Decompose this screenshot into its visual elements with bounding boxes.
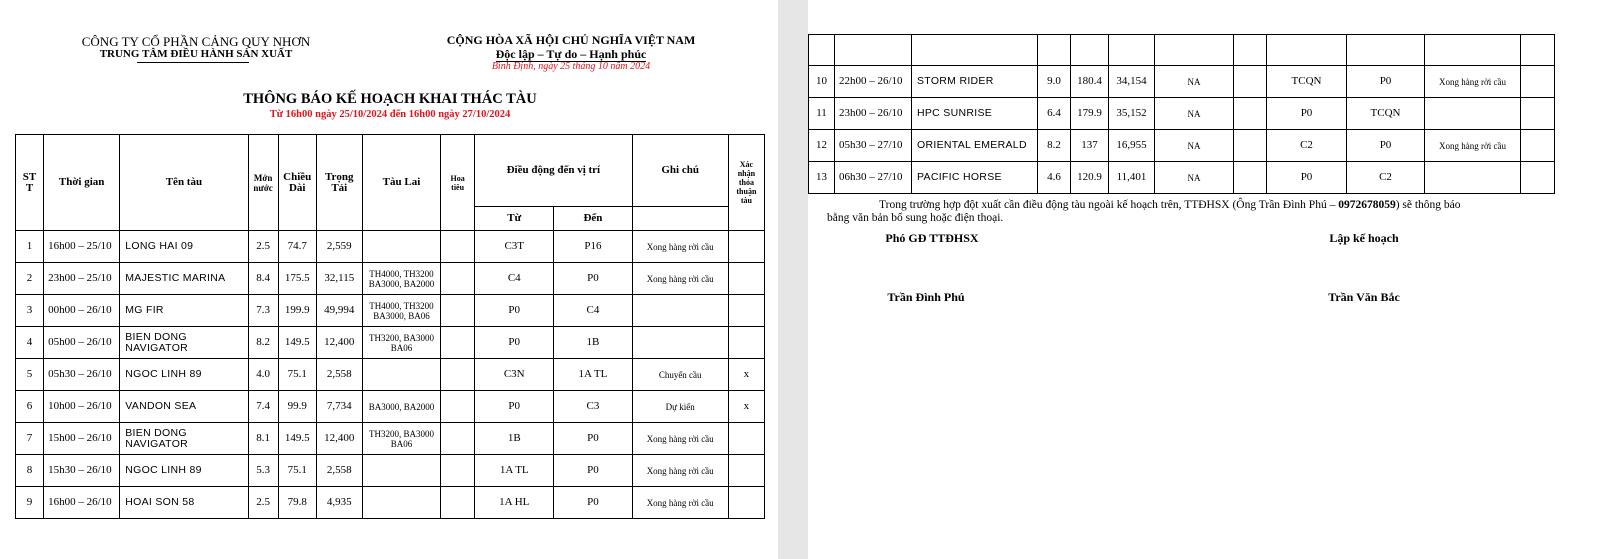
row-confirm bbox=[728, 295, 764, 327]
row-to: P0 bbox=[554, 423, 632, 455]
table-row bbox=[809, 130, 1555, 162]
row-tug bbox=[362, 455, 440, 487]
row-note: Dự kiến bbox=[632, 391, 728, 423]
row-tonnage: 7,734 bbox=[316, 391, 362, 423]
table-row bbox=[16, 295, 765, 327]
row-time: 16h00 – 26/10 bbox=[44, 487, 120, 519]
table-row bbox=[809, 98, 1555, 130]
row-draft: 7.3 bbox=[248, 295, 278, 327]
row-ship-name: BIEN DONG NAVIGATOR bbox=[120, 423, 248, 455]
row-tonnage: 12,400 bbox=[316, 423, 362, 455]
table-row bbox=[16, 359, 765, 391]
row-confirm bbox=[728, 327, 764, 359]
row-draft: 4.6 bbox=[1038, 162, 1071, 194]
blank-header-cell bbox=[1347, 35, 1425, 66]
motto bbox=[414, 47, 728, 62]
row-tonnage: 35,152 bbox=[1109, 98, 1155, 130]
row-from: P0 bbox=[475, 391, 554, 423]
row-time: 23h00 – 25/10 bbox=[44, 263, 120, 295]
row-stt: 6 bbox=[16, 391, 44, 423]
row-pilot bbox=[441, 455, 475, 487]
motto-text: Độc lập – Tự do – Hạnh phúc bbox=[495, 47, 647, 61]
row-length: 75.1 bbox=[278, 455, 316, 487]
col-length: Chiều Dài bbox=[278, 135, 316, 231]
left-signer-role: Phó GĐ TTĐHSX bbox=[885, 231, 979, 245]
blank-header-cell bbox=[1267, 35, 1347, 66]
row-time: 15h00 – 26/10 bbox=[44, 423, 120, 455]
row-draft: 2.5 bbox=[248, 487, 278, 519]
row-pilot bbox=[441, 231, 475, 263]
row-draft: 5.3 bbox=[248, 455, 278, 487]
blank-header-cell bbox=[1521, 35, 1555, 66]
right-signer-role: Lập kế hoạch bbox=[1329, 231, 1399, 245]
schedule-rows-page-2 bbox=[809, 66, 1555, 194]
row-pilot bbox=[441, 263, 475, 295]
col-stt bbox=[16, 135, 44, 231]
department-name: TRUNG TÂM ĐIỀU HÀNH SẢN XUẤT bbox=[99, 48, 293, 60]
table-row bbox=[16, 423, 765, 455]
row-length: 79.8 bbox=[278, 487, 316, 519]
row-draft: 7.4 bbox=[248, 391, 278, 423]
row-pilot bbox=[441, 295, 475, 327]
row-time: 16h00 – 25/10 bbox=[44, 231, 120, 263]
table-row bbox=[809, 162, 1555, 194]
row-to: C3 bbox=[554, 391, 632, 423]
row-note: Xong hàng rời cầu bbox=[632, 455, 728, 487]
col-time: Thời gian bbox=[44, 135, 120, 231]
row-note bbox=[632, 327, 728, 359]
row-to: C2 bbox=[1347, 162, 1425, 194]
row-from: P0 bbox=[475, 295, 554, 327]
table-row bbox=[16, 391, 765, 423]
row-stt: 10 bbox=[809, 66, 835, 98]
row-length: 120.9 bbox=[1071, 162, 1109, 194]
row-time: 00h00 – 26/10 bbox=[44, 295, 120, 327]
row-draft: 2.5 bbox=[248, 231, 278, 263]
row-tug: NA bbox=[1155, 98, 1234, 130]
col-move: Điều động đến vị trí bbox=[475, 135, 632, 207]
blank-header-cell bbox=[1071, 35, 1109, 66]
row-from: 1A TL bbox=[475, 455, 554, 487]
company-name: CÔNG TY CỔ PHẦN CẢNG QUY NHƠN bbox=[81, 34, 311, 49]
row-from: P0 bbox=[1267, 162, 1347, 194]
row-from: C3N bbox=[475, 359, 554, 391]
row-note bbox=[1425, 162, 1521, 194]
blank-header-cell bbox=[835, 35, 912, 66]
row-tonnage: 11,401 bbox=[1109, 162, 1155, 194]
row-to: 1B bbox=[554, 327, 632, 359]
row-to: P0 bbox=[554, 487, 632, 519]
row-tug bbox=[362, 359, 440, 391]
row-draft: 8.2 bbox=[1038, 130, 1071, 162]
row-note: Chuyển cầu bbox=[632, 359, 728, 391]
col-confirm: Xác nhận thỏa thuận tàu bbox=[728, 135, 764, 231]
row-pilot bbox=[441, 359, 475, 391]
row-tonnage: 4,935 bbox=[316, 487, 362, 519]
row-confirm bbox=[728, 487, 764, 519]
row-draft: 8.4 bbox=[248, 263, 278, 295]
col-tonnage: Trọng Tải bbox=[316, 135, 362, 231]
row-stt: 3 bbox=[16, 295, 44, 327]
blank-header-cell bbox=[1425, 35, 1521, 66]
row-tug: NA bbox=[1155, 66, 1234, 98]
row-pilot bbox=[441, 391, 475, 423]
blank-header-cell bbox=[1109, 35, 1155, 66]
row-draft: 6.4 bbox=[1038, 98, 1071, 130]
right-signer-name: Trần Văn Bắc bbox=[1328, 290, 1400, 304]
row-stt: 9 bbox=[16, 487, 44, 519]
row-tug: BA3000, BA2000 bbox=[362, 391, 440, 423]
row-to: P16 bbox=[554, 231, 632, 263]
col-from: Từ bbox=[475, 207, 554, 231]
row-time: 05h00 – 26/10 bbox=[44, 327, 120, 359]
document-page-1 bbox=[0, 0, 778, 559]
row-confirm bbox=[728, 263, 764, 295]
blank-header-cell bbox=[809, 35, 835, 66]
row-stt: 13 bbox=[809, 162, 835, 194]
schedule-table-page-1 bbox=[15, 134, 765, 519]
row-confirm bbox=[1521, 130, 1555, 162]
row-length: 137 bbox=[1071, 130, 1109, 162]
row-confirm bbox=[1521, 66, 1555, 98]
col-stt-label: STT bbox=[22, 170, 37, 194]
row-time: 10h00 – 26/10 bbox=[44, 391, 120, 423]
row-time: 05h30 – 26/10 bbox=[44, 359, 120, 391]
row-time: 15h30 – 26/10 bbox=[44, 455, 120, 487]
row-to: P0 bbox=[554, 455, 632, 487]
row-pilot bbox=[441, 423, 475, 455]
row-tug: TH4000, TH3200 BA3000, BA2000 bbox=[362, 263, 440, 295]
row-tug: TH3200, BA3000 BA06 bbox=[362, 423, 440, 455]
col-draft: Mớn nước bbox=[248, 135, 278, 231]
row-note: Xong hàng rời cầu bbox=[1425, 66, 1521, 98]
row-stt: 4 bbox=[16, 327, 44, 359]
row-to: P0 bbox=[1347, 66, 1425, 98]
row-length: 175.5 bbox=[278, 263, 316, 295]
row-length: 149.5 bbox=[278, 327, 316, 359]
row-ship-name: NGOC LINH 89 bbox=[120, 455, 248, 487]
schedule-rows-page-1 bbox=[16, 231, 765, 519]
row-tonnage: 16,955 bbox=[1109, 130, 1155, 162]
row-draft: 8.1 bbox=[248, 423, 278, 455]
row-tug: NA bbox=[1155, 130, 1234, 162]
row-note: Xong hàng rời cầu bbox=[632, 263, 728, 295]
row-stt: 1 bbox=[16, 231, 44, 263]
row-stt: 12 bbox=[809, 130, 835, 162]
row-confirm bbox=[728, 231, 764, 263]
col-tug: Tàu Lai bbox=[362, 135, 440, 231]
row-from: P0 bbox=[475, 327, 554, 359]
row-stt: 8 bbox=[16, 455, 44, 487]
document-subtitle: Từ 16h00 ngày 25/10/2024 đến 16h00 ngày 27/10/2024 bbox=[269, 109, 511, 120]
col-note: Ghi chú bbox=[632, 135, 728, 207]
row-ship-name: NGOC LINH 89 bbox=[120, 359, 248, 391]
row-from: 1A HL bbox=[475, 487, 554, 519]
row-confirm: x bbox=[728, 391, 764, 423]
schedule-table-page-2 bbox=[808, 34, 1555, 194]
col-pilot: Hoa tiêu bbox=[441, 135, 475, 231]
row-confirm bbox=[728, 423, 764, 455]
row-ship-name: HOAI SON 58 bbox=[120, 487, 248, 519]
row-tonnage: 49,994 bbox=[316, 295, 362, 327]
row-tug: TH3200, BA3000 BA06 bbox=[362, 327, 440, 359]
footer-note-line2: bằng văn bản bổ sung hoặc điện thoại. bbox=[827, 212, 1004, 224]
row-from: C3T bbox=[475, 231, 554, 263]
row-time: 05h30 – 27/10 bbox=[835, 130, 912, 162]
table-row bbox=[16, 455, 765, 487]
row-stt: 5 bbox=[16, 359, 44, 391]
row-length: 75.1 bbox=[278, 359, 316, 391]
row-from: C4 bbox=[475, 263, 554, 295]
table-row bbox=[16, 231, 765, 263]
col-note-blank bbox=[632, 207, 728, 231]
row-pilot bbox=[1234, 162, 1267, 194]
document-title: THÔNG BÁO KẾ HOẠCH KHAI THÁC TÀU bbox=[243, 91, 537, 107]
row-draft: 8.2 bbox=[248, 327, 278, 359]
row-to: P0 bbox=[1347, 130, 1425, 162]
row-tonnage: 34,154 bbox=[1109, 66, 1155, 98]
row-ship-name: STORM RIDER bbox=[912, 66, 1038, 98]
row-tonnage: 2,558 bbox=[316, 359, 362, 391]
row-time: 22h00 – 26/10 bbox=[835, 66, 912, 98]
row-note: Xong hàng rời cầu bbox=[632, 487, 728, 519]
row-stt: 7 bbox=[16, 423, 44, 455]
row-confirm bbox=[1521, 98, 1555, 130]
row-ship-name: MG FIR bbox=[120, 295, 248, 327]
row-to: P0 bbox=[554, 263, 632, 295]
row-from: TCQN bbox=[1267, 66, 1347, 98]
row-note: Xong hàng rời cầu bbox=[1425, 130, 1521, 162]
row-ship-name: BIEN DONG NAVIGATOR bbox=[120, 327, 248, 359]
blank-header-cell bbox=[1155, 35, 1234, 66]
row-note: Xong hàng rời cầu bbox=[632, 423, 728, 455]
col-to: Đến bbox=[554, 207, 632, 231]
document-page-2 bbox=[808, 0, 1600, 559]
row-ship-name: HPC SUNRISE bbox=[912, 98, 1038, 130]
nation-title: CỘNG HÒA XÃ HỘI CHỦ NGHĨA VIỆT NAM bbox=[446, 33, 696, 47]
row-tonnage: 2,558 bbox=[316, 455, 362, 487]
row-tug: TH4000, TH3200 BA3000, BA06 bbox=[362, 295, 440, 327]
footer-phone: 0972678059 bbox=[1338, 199, 1396, 211]
row-from: C2 bbox=[1267, 130, 1347, 162]
row-tonnage: 32,115 bbox=[316, 263, 362, 295]
footer-note-part2: ) sẽ thông báo bbox=[1395, 199, 1461, 211]
row-tonnage: 2,559 bbox=[316, 231, 362, 263]
row-draft: 4.0 bbox=[248, 359, 278, 391]
row-ship-name: ORIENTAL EMERALD bbox=[912, 130, 1038, 162]
row-length: 74.7 bbox=[278, 231, 316, 263]
table-row bbox=[16, 327, 765, 359]
row-length: 99.9 bbox=[278, 391, 316, 423]
row-tug bbox=[362, 231, 440, 263]
table-row bbox=[809, 66, 1555, 98]
row-to: TCQN bbox=[1347, 98, 1425, 130]
row-note bbox=[632, 295, 728, 327]
row-pilot bbox=[441, 327, 475, 359]
row-draft: 9.0 bbox=[1038, 66, 1071, 98]
row-ship-name: VANDON SEA bbox=[120, 391, 248, 423]
place-date: Bình Định, ngày 25 tháng 10 năm 2024 bbox=[491, 61, 651, 72]
table-row bbox=[16, 263, 765, 295]
col-ship: Tên tàu bbox=[120, 135, 248, 231]
table-row bbox=[16, 487, 765, 519]
row-to: 1A TL bbox=[554, 359, 632, 391]
row-confirm: x bbox=[728, 359, 764, 391]
row-confirm bbox=[1521, 162, 1555, 194]
row-length: 149.5 bbox=[278, 423, 316, 455]
row-to: C4 bbox=[554, 295, 632, 327]
row-ship-name: MAJESTIC MARINA bbox=[120, 263, 248, 295]
row-pilot bbox=[1234, 66, 1267, 98]
row-pilot bbox=[1234, 130, 1267, 162]
row-tonnage: 12,400 bbox=[316, 327, 362, 359]
row-time: 23h00 – 26/10 bbox=[835, 98, 912, 130]
row-length: 180.4 bbox=[1071, 66, 1109, 98]
row-pilot bbox=[441, 487, 475, 519]
row-ship-name: LONG HAI 09 bbox=[120, 231, 248, 263]
blank-header-cell bbox=[1038, 35, 1071, 66]
footer-note bbox=[827, 199, 1539, 225]
row-ship-name: PACIFIC HORSE bbox=[912, 162, 1038, 194]
row-stt: 2 bbox=[16, 263, 44, 295]
footer-note-part1: Trong trường hợp đột xuất cần điều động tàu ngoài kế hoạch trên, TTĐHSX (Ông Trần Đình Phú – bbox=[879, 199, 1339, 211]
row-length: 199.9 bbox=[278, 295, 316, 327]
row-note bbox=[1425, 98, 1521, 130]
row-tug bbox=[362, 487, 440, 519]
blank-header-cell bbox=[1234, 35, 1267, 66]
row-tug: NA bbox=[1155, 162, 1234, 194]
left-signer-name: Trần Đình Phú bbox=[887, 290, 965, 304]
row-from: P0 bbox=[1267, 98, 1347, 130]
row-pilot bbox=[1234, 98, 1267, 130]
blank-header-cell bbox=[912, 35, 1038, 66]
department-underline bbox=[137, 62, 249, 63]
row-confirm bbox=[728, 455, 764, 487]
row-length: 179.9 bbox=[1071, 98, 1109, 130]
row-stt: 11 bbox=[809, 98, 835, 130]
row-time: 06h30 – 27/10 bbox=[835, 162, 912, 194]
row-from: 1B bbox=[475, 423, 554, 455]
row-note: Xong hàng rời cầu bbox=[632, 231, 728, 263]
